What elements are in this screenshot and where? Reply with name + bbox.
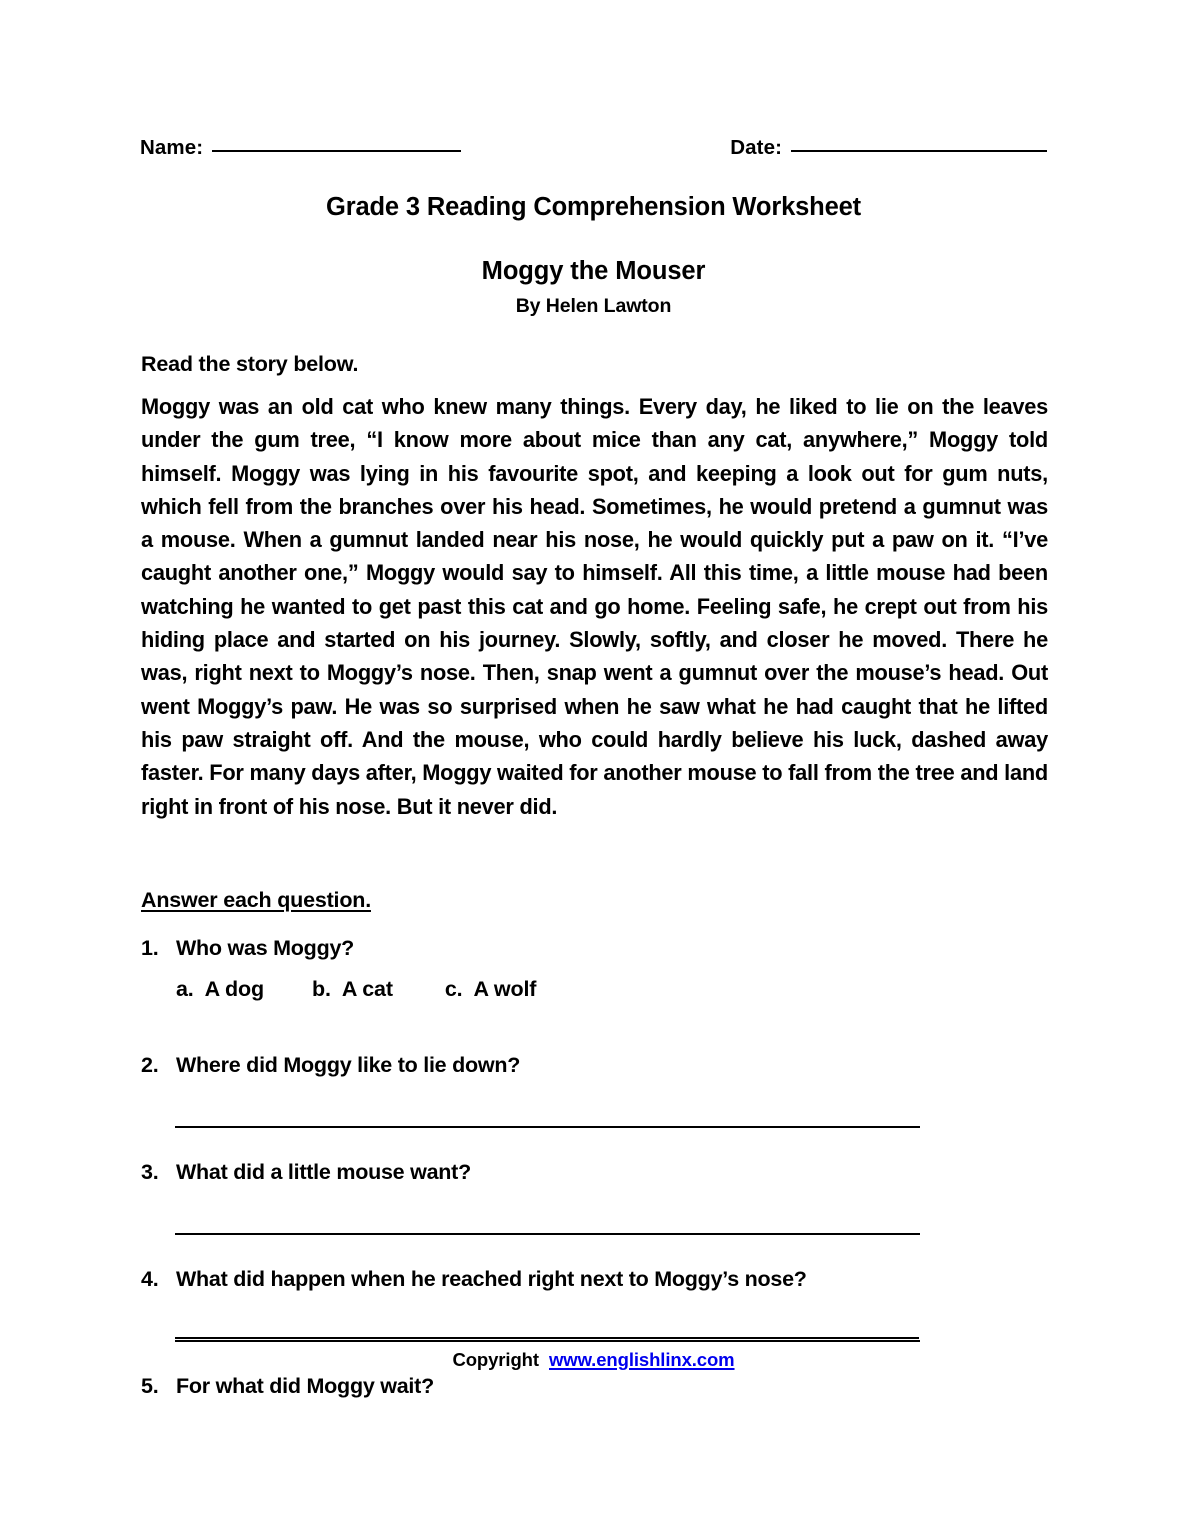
question-text: For what did Moggy wait? bbox=[176, 1374, 434, 1398]
question-line bbox=[141, 936, 1048, 961]
question-item bbox=[141, 936, 1048, 1002]
spacer bbox=[141, 1128, 1048, 1160]
choice-a-letter: a. bbox=[176, 977, 194, 1001]
question-line bbox=[141, 1374, 1048, 1399]
name-write-line[interactable] bbox=[212, 150, 461, 152]
story-title: Moggy the Mouser bbox=[481, 257, 706, 285]
question-line bbox=[141, 1160, 1048, 1185]
question-text: Who was Moggy? bbox=[176, 936, 355, 960]
englishlinx-link[interactable]: www.englishlinx.com bbox=[549, 1349, 735, 1370]
choice-c[interactable] bbox=[445, 977, 536, 1002]
date-label: Date: bbox=[730, 136, 782, 159]
name-label: Name: bbox=[140, 136, 204, 159]
question-line bbox=[141, 1267, 1048, 1292]
date-write-line[interactable] bbox=[791, 150, 1047, 152]
question-text: Where did Moggy like to lie down? bbox=[176, 1053, 521, 1077]
question-item bbox=[141, 1160, 1048, 1235]
questions-list bbox=[141, 936, 1048, 1399]
choice-a[interactable] bbox=[176, 977, 264, 1002]
name-field-group bbox=[140, 138, 461, 159]
story-author: By Helen Lawton bbox=[515, 295, 672, 317]
footer-answer-line[interactable] bbox=[175, 1337, 919, 1339]
choice-c-letter: c. bbox=[444, 977, 463, 1001]
spacer bbox=[141, 1292, 1048, 1340]
read-instruction: Read the story below. bbox=[141, 352, 359, 376]
question-item bbox=[141, 1374, 1048, 1399]
answer-write-line[interactable] bbox=[175, 1233, 920, 1235]
question-text: What did happen when he reached right next to Moggy’s nose? bbox=[176, 1267, 807, 1291]
footer bbox=[0, 1349, 1187, 1371]
question-number: 1. bbox=[141, 936, 159, 960]
spacer bbox=[141, 1002, 1048, 1053]
question-number: 5. bbox=[141, 1374, 159, 1398]
worksheet-title: Grade 3 Reading Comprehension Worksheet bbox=[326, 193, 861, 221]
spacer bbox=[141, 1185, 1048, 1233]
choice-c-label: A wolf bbox=[473, 977, 537, 1001]
question-number: 3. bbox=[141, 1160, 159, 1184]
choice-b[interactable] bbox=[312, 977, 393, 1002]
story-passage: Moggy was an old cat who knew many things. Every day, he liked to lie on the leaves under the gum tree, “I know more about mice than any cat, anywhere,” Moggy told himself. Moggy was lying in his favourite spot, and keeping a look out for gum nuts, which fell from the branches over his head. Sometimes, he would pretend a gumnut was a mouse. When a gumnut landed near his nose, he would quickly put a paw on it. “I’ve caught another one,” Moggy would say to himself. All this time, a little mouse had been watching he wanted to get past this cat and go home. Feeling safe, he crept out from his hiding place and started on his journey. Slowly, softly, and closer he moved. There he was, right next to Moggy’s nose. Then, snap went a gumnut over the mouse’s head. Out went Moggy’s paw. He was so surprised when he saw what he had caught that he lifted his paw straight off. And the mouse, who could hardly believe his luck, dashed away faster. For many days after, Moggy waited for another mouse to fall from the tree and land right in front of his nose. But it never did. bbox=[141, 394, 1048, 819]
choices-row bbox=[176, 977, 1048, 1002]
question-line bbox=[141, 1053, 1048, 1078]
question-number: 2. bbox=[141, 1053, 159, 1077]
choice-b-letter: b. bbox=[312, 977, 331, 1001]
choice-b-label: A cat bbox=[341, 977, 393, 1001]
answer-instruction: Answer each question. bbox=[141, 888, 371, 912]
question-number: 4. bbox=[141, 1267, 159, 1291]
date-field-group bbox=[730, 138, 1047, 159]
question-item bbox=[141, 1053, 1048, 1128]
name-date-row bbox=[140, 138, 1047, 159]
answer-write-line[interactable] bbox=[175, 1340, 920, 1342]
question-text: What did a little mouse want? bbox=[176, 1160, 471, 1184]
spacer bbox=[141, 1078, 1048, 1126]
spacer bbox=[141, 1235, 1048, 1267]
choice-a-label: A dog bbox=[204, 977, 264, 1001]
question-item bbox=[141, 1267, 1048, 1342]
answer-write-line[interactable] bbox=[175, 1126, 920, 1128]
copyright-label: Copyright bbox=[452, 1349, 539, 1370]
